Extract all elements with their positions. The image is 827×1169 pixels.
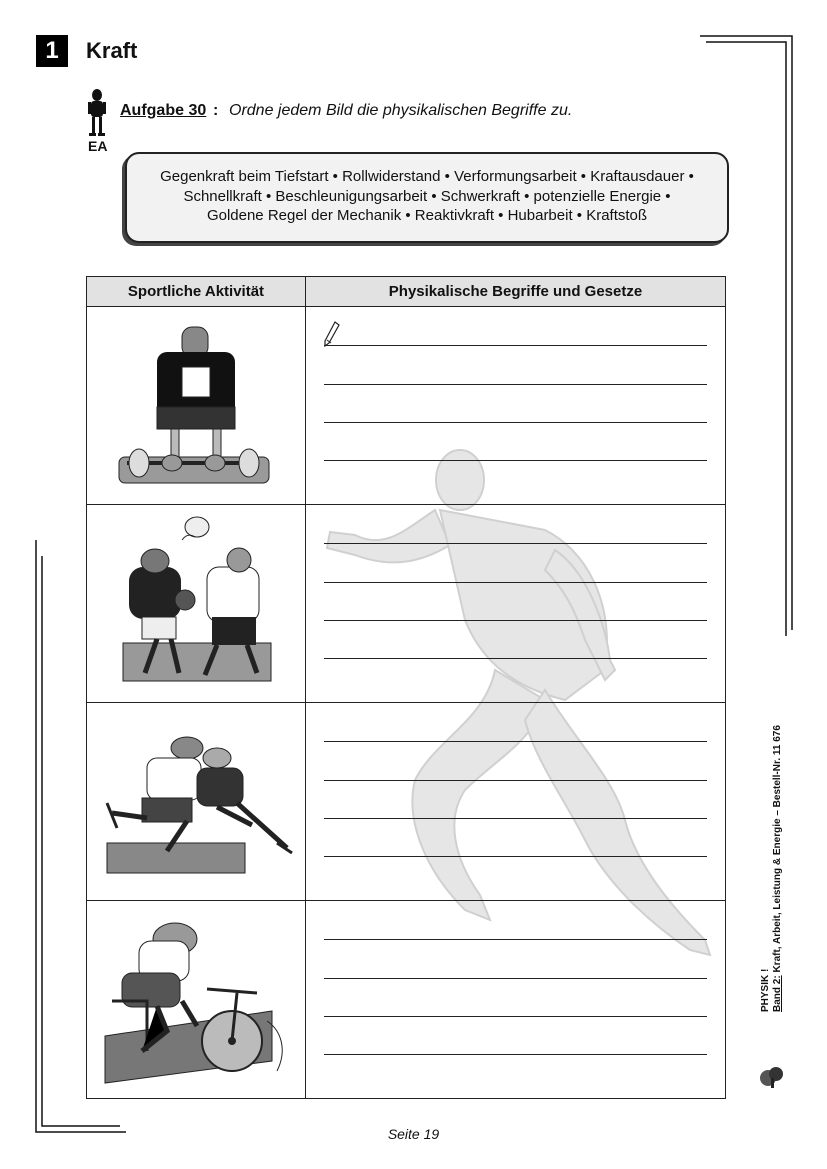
table-row — [87, 703, 726, 901]
answer-cell — [306, 901, 726, 1099]
answer-line[interactable] — [324, 658, 707, 659]
boxing-illustration — [87, 505, 305, 697]
answer-line[interactable] — [324, 460, 707, 461]
student-icon — [86, 88, 108, 138]
series-info — [760, 692, 784, 1012]
answer-line[interactable] — [324, 780, 707, 781]
task-instruction: Ordne jedem Bild die physikalischen Begriffe zu. — [229, 102, 573, 119]
answer-line[interactable] — [324, 1016, 707, 1017]
publisher-logo — [758, 1030, 788, 1090]
answer-line[interactable] — [324, 384, 707, 385]
sprinting-illustration — [87, 703, 305, 895]
series-volume — [772, 692, 784, 1012]
answer-line[interactable] — [324, 1054, 707, 1055]
page-number: Seite 19 — [387, 1126, 440, 1142]
activity-cell — [87, 901, 306, 1099]
series-title: PHYSIK ! — [760, 968, 771, 1012]
word-bank-line: Gegenkraft beim Tiefstart • Rollwiderstand • Verformungsarbeit • Kraftausdauer • — [160, 168, 694, 185]
column-header-concepts: Physikalische Begriffe und Gesetze — [306, 277, 726, 307]
volume-details: Kraft, Arbeit, Leistung & Energie – Bestell-Nr. 11 676 — [772, 725, 783, 976]
volume-label: Band 2: — [772, 975, 783, 1012]
answer-line[interactable] — [324, 543, 707, 544]
word-bank-line: Schnellkraft • Beschleunigungsarbeit • Schwerkraft • potenzielle Energie • — [183, 187, 671, 205]
work-mode-label: EA — [88, 138, 108, 154]
assignment-table — [86, 276, 726, 1099]
table-header-row — [87, 277, 726, 307]
chapter-title: Kraft — [86, 38, 138, 63]
weightlifting-illustration — [87, 307, 305, 499]
cycling-illustration — [87, 901, 305, 1093]
word-bank-line: Goldene Regel der Mechanik • Reaktivkraft • Hubarbeit • Kraftstoß — [206, 207, 648, 224]
activity-cell — [87, 703, 306, 901]
answer-line[interactable] — [324, 939, 707, 940]
answer-cell — [306, 703, 726, 901]
answer-line[interactable] — [324, 818, 707, 819]
task-label: Aufgabe 30 — [120, 102, 207, 119]
table-row — [87, 505, 726, 703]
answer-line[interactable] — [324, 741, 707, 742]
answer-lines — [324, 901, 707, 1093]
answer-line[interactable] — [324, 582, 707, 583]
answer-cell — [306, 505, 726, 703]
answer-line[interactable] — [324, 856, 707, 857]
column-header-activity: Sportliche Aktivität — [87, 277, 306, 307]
table-row — [87, 307, 726, 505]
task-colon: : — [213, 102, 219, 119]
word-bank — [125, 152, 729, 243]
answer-cell — [306, 307, 726, 505]
answer-line[interactable] — [324, 345, 707, 346]
activity-cell — [87, 505, 306, 703]
chapter-number: 1 — [36, 35, 68, 67]
answer-line[interactable] — [324, 422, 707, 423]
answer-lines — [324, 307, 707, 499]
answer-line[interactable] — [324, 620, 707, 621]
answer-lines — [324, 703, 707, 895]
table-row — [87, 901, 726, 1099]
activity-cell — [87, 307, 306, 505]
answer-lines — [324, 505, 707, 697]
answer-line[interactable] — [324, 978, 707, 979]
